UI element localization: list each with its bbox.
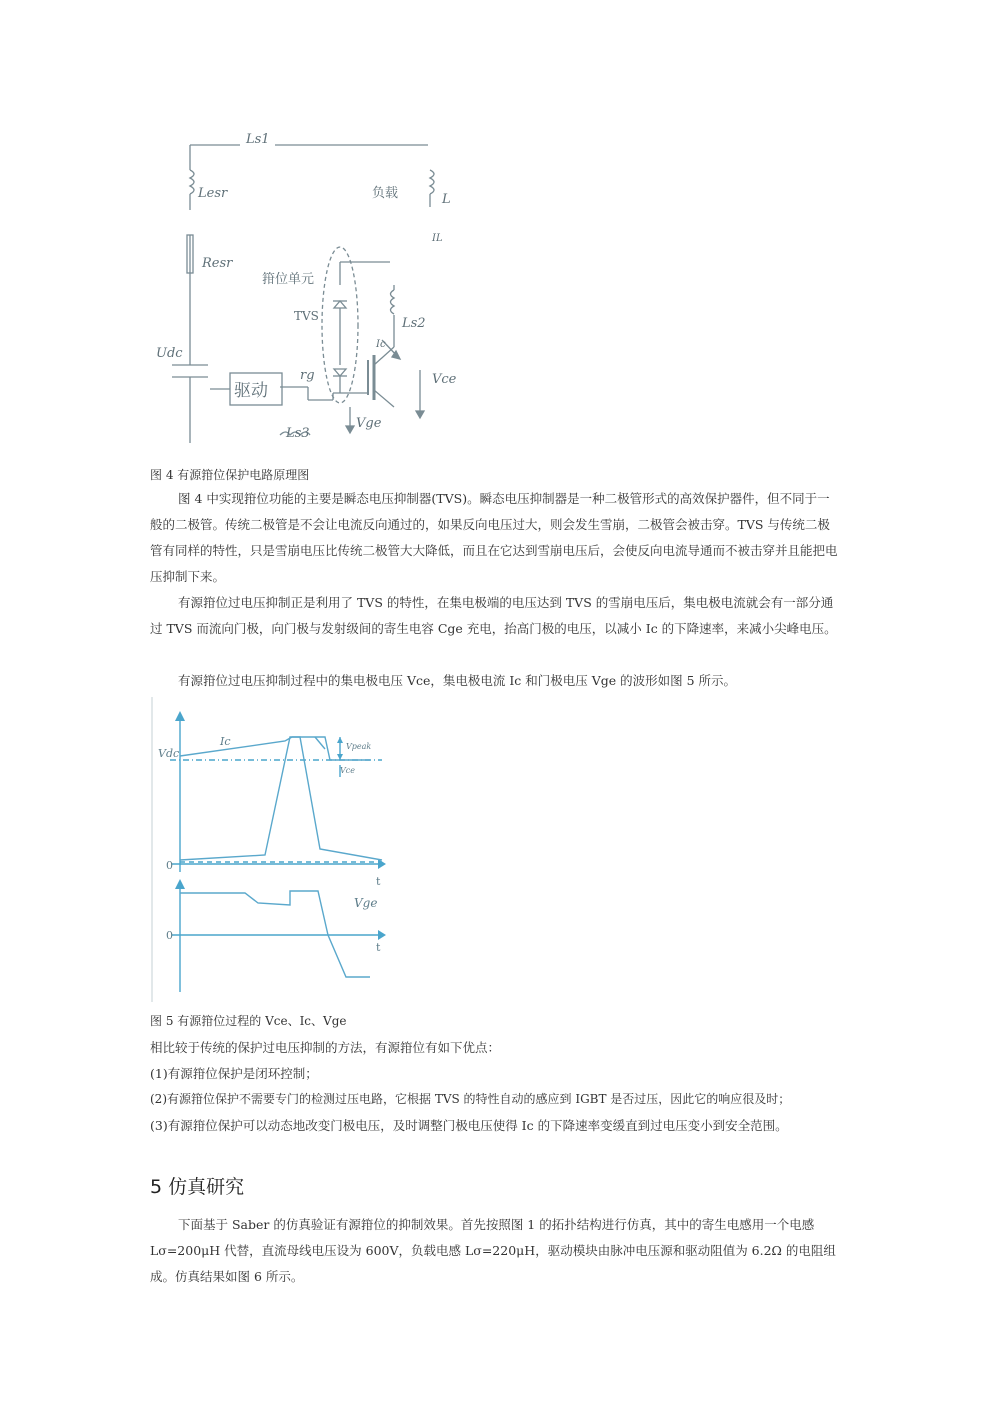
t-bottom-label: t — [376, 941, 381, 954]
ic-wave-label: Ic — [220, 735, 231, 748]
vce-wave-label: Vce — [340, 766, 355, 775]
drive-label: 驱动 — [234, 381, 268, 401]
section-title: 5 仿真研究 — [150, 1176, 245, 1198]
vce-label: Vce — [432, 372, 457, 387]
figure-4-circuit — [150, 125, 470, 455]
l-label: L — [442, 192, 451, 207]
advantages-intro: 相比较于传统的保护过电压抑制的方法，有源箝位有如下优点： — [150, 1040, 501, 1055]
resr-label: Resr — [202, 256, 233, 271]
il-label: IL — [432, 233, 443, 244]
load-label: 负载 — [372, 186, 399, 201]
udc-label: Udc — [156, 346, 183, 361]
zero-bottom-label: 0 — [166, 929, 173, 942]
ls2-label: Ls2 — [402, 316, 426, 331]
advantage-item-3: (3)有源箝位保护可以动态地改变门极电压，及时调整门极电压使得 Ic 的下降速率变缓直到过电压变小到安全范围。 — [150, 1118, 788, 1133]
rg-label: rg — [300, 368, 315, 383]
figure-4-caption: 图 4 有源箝位保护电路原理图 — [150, 468, 310, 482]
figure-5-waveform — [150, 697, 395, 1005]
vge-wave-label: Vge — [354, 896, 378, 910]
t-top-label: t — [376, 875, 381, 888]
ls3-label: Ls3 — [286, 426, 310, 441]
paragraph-tvs: 图 4 中实现箝位功能的主要是瞬态电压抑制器(TVS)。瞬态电压抑制器是一种二极管形式的高效保护器件，但不同于一般的二极管。传统二极管是不会让电流反向通过的，如果反向电压过大，则会发生雪崩，二极管会被击穿。TVS 与传统二极管有同样的特性，只是雪崩电压比传统二极管大大降低，而且在它达到雪崩电压后，会使反向电流导通而不被击穿并且能把电压抑制下来。 — [150, 491, 838, 584]
paragraph-simulation: 下面基于 Saber 的仿真验证有源箝位的抑制效果。首先按照图 1 的拓扑结构进行仿真，其中的寄生电感用一个电感 Lσ=200μH 代替，直流母线电压设为 600V，负载电感 Lσ=220μH，驱动模块由脉冲电压源和驱动阻值为 6.2Ω 的电阻组成。仿真结果如图 6 所示。 — [150, 1217, 836, 1284]
figure-5-caption: 图 5 有源箝位过程的 Vce、Ic、Vge — [150, 1014, 347, 1028]
paragraph-clamp: 有源箝位过电压抑制正是利用了 TVS 的特性，在集电极端的电压达到 TVS 的雪崩电压后，集电极电流就会有一部分通过 TVS 而流向门极，向门极与发射级间的寄生电容 Cge 充电，抬高门极的电压，以减小 Ic 的下降速率，来减小尖峰电压。 — [150, 595, 837, 636]
tvs-label: TVS — [294, 309, 319, 323]
vpeak-label: Vpeak — [346, 742, 372, 751]
ic-label: Ic — [376, 339, 386, 350]
advantage-item-1: (1)有源箝位保护是闭环控制； — [150, 1066, 318, 1081]
ls1-label: Ls1 — [246, 132, 270, 147]
clamp-unit-label: 箝位单元 — [262, 272, 315, 287]
vdc-label: Vdc — [158, 747, 180, 760]
paragraph-waveform-intro: 有源箝位过电压抑制过程中的集电极电压 Vce，集电极电流 Ic 和门极电压 Vge 的波形如图 5 所示。 — [178, 673, 737, 688]
vge-label: Vge — [356, 416, 382, 431]
lesr-label: Lesr — [198, 186, 228, 201]
zero-top-label: 0 — [166, 859, 173, 872]
advantage-item-2: (2)有源箝位保护不需要专门的检测过压电路，它根据 TVS 的特性自动的感应到 IGBT 是否过压，因此它的响应很及时； — [150, 1092, 791, 1106]
